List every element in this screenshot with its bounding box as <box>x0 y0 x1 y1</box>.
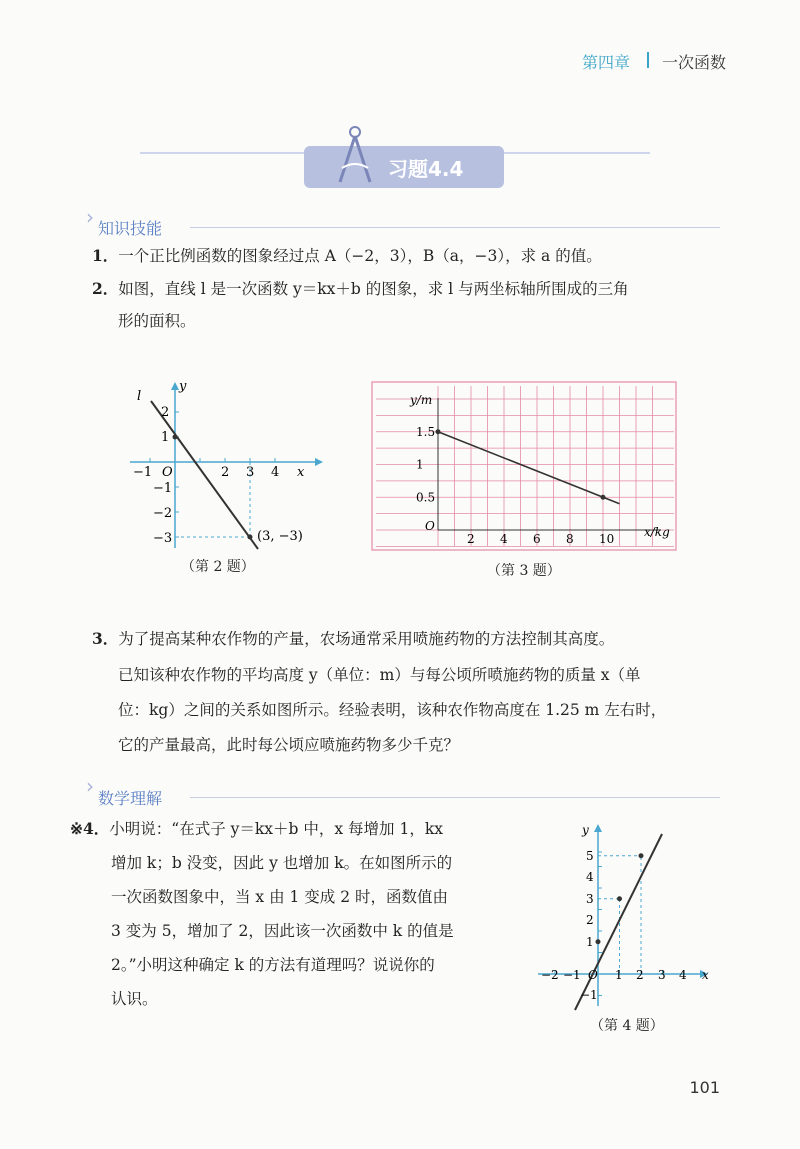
figure-2-graph <box>125 378 335 553</box>
question-3-line3: 位：kg）之间的关系如图所示。经验表明，该种农作物高度在 1.25 m 左右时， <box>118 701 667 719</box>
question-4 <box>70 818 443 840</box>
origin-label: O <box>425 519 435 533</box>
question-4-line2: 增加 k；b 没变，因此 y 也增加 k。在如图所示的 <box>111 854 453 872</box>
question-text: 一个正比例函数的图象经过点 A（−2，3），B（a，−3），求 a 的值。 <box>118 247 602 265</box>
y-tick-label: 1.5 <box>416 424 436 439</box>
question-number: 1． <box>92 246 119 265</box>
question-1 <box>92 245 602 267</box>
tick-label: 3 <box>586 892 594 906</box>
tick-label: 3 <box>246 465 255 480</box>
question-4-line4: 3 变为 5，增加了 2，因此该一次函数中 k 的值是 <box>111 922 454 940</box>
x-axis-label: x/kg <box>644 525 670 539</box>
figure-3-caption: （第 3 题） <box>487 563 561 579</box>
question-3 <box>92 628 614 650</box>
x-tick-label: 4 <box>500 532 508 546</box>
question-4-line5: 2。”小明这种确定 k 的方法有道理吗？说说你的 <box>111 956 435 974</box>
question-4-line6: 认识。 <box>111 990 158 1008</box>
question-4-line3: 一次函数图象中，当 x 由 1 变成 2 时，函数值由 <box>111 888 449 906</box>
tick-label: −3 <box>153 531 173 546</box>
x-tick-label: 6 <box>533 532 541 546</box>
section-rule <box>190 227 720 228</box>
tick-label: 3 <box>658 968 666 982</box>
question-3-line2: 已知该种农作物的平均高度 y（单位：m）与每公顷所喷施药物的质量 x（单 <box>118 666 641 684</box>
question-2-cont: 形的面积。 <box>118 312 196 330</box>
figure-4-graph <box>530 822 720 1012</box>
line-label: l <box>137 389 142 404</box>
point-label: (3, −3) <box>257 529 303 544</box>
compass-icon <box>330 124 380 188</box>
axis-label: x <box>297 465 305 480</box>
question-text: 小明说：“在式子 y＝kx＋b 中，x 每增加 1，kx <box>109 820 443 838</box>
series-line <box>438 432 620 504</box>
y-tick-label: 0.5 <box>416 490 436 505</box>
figure-4-caption: （第 4 题） <box>590 1018 664 1034</box>
section-title-understanding: 数学理解 <box>98 789 163 808</box>
x-tick-label: 10 <box>599 532 615 546</box>
x-tick-label: 2 <box>467 532 475 546</box>
header-divider <box>647 52 649 68</box>
tick-label: 1 <box>615 968 623 982</box>
tick-label: 2 <box>221 465 230 480</box>
tick-label: 1 <box>161 430 170 445</box>
chapter-label: 第四章 <box>582 53 631 72</box>
chevron-right-icon: › <box>86 774 94 798</box>
x-tick-label: 8 <box>566 532 574 546</box>
section-rule <box>190 797 720 798</box>
tick-label: −1 <box>563 968 581 982</box>
tick-label: −1 <box>133 465 153 480</box>
tick-label: 4 <box>271 465 280 480</box>
question-text: 如图，直线 l 是一次函数 y＝kx＋b 的图象，求 l 与两坐标轴所围成的三角 <box>118 280 629 298</box>
question-2 <box>92 278 629 300</box>
data-point <box>436 429 441 434</box>
tick-label: 2 <box>636 968 644 982</box>
page-number: 101 <box>689 1078 720 1097</box>
tick-label: 4 <box>679 968 687 982</box>
question-text: 为了提高某种农作物的产量，农场通常采用喷施药物的方法控制其高度。 <box>118 630 615 648</box>
data-point <box>601 495 606 500</box>
tick-label: 2 <box>586 913 594 927</box>
y-axis-label: y/m <box>410 393 433 407</box>
origin-label: O <box>588 968 598 982</box>
tick-label: −1 <box>580 988 598 1002</box>
question-number: 3． <box>92 629 119 648</box>
figure-2-caption: （第 2 题） <box>181 559 255 575</box>
axis-label: y <box>582 823 589 837</box>
question-number: ※4． <box>70 819 110 838</box>
y-tick-label: 1 <box>416 457 424 472</box>
exercise-title: 习题4.4 <box>388 157 464 181</box>
question-3-line4: 它的产量最高，此时每公顷应喷施药物多少千克？ <box>118 736 460 754</box>
tick-label: 1 <box>586 935 594 949</box>
tick-label: −2 <box>541 968 559 982</box>
tick-label: −2 <box>153 506 173 521</box>
question-number: 2． <box>92 279 119 298</box>
chevron-right-icon: › <box>86 205 94 229</box>
section-title-knowledge: 知识技能 <box>98 219 163 238</box>
chapter-title: 一次函数 <box>662 53 727 72</box>
axis-label: y <box>179 379 187 394</box>
tick-label: 4 <box>586 870 594 884</box>
tick-label: −1 <box>153 481 173 496</box>
origin-label: O <box>162 465 173 480</box>
tick-label: 2 <box>161 405 170 420</box>
figure-3-chart <box>370 380 680 552</box>
axis-label: x <box>702 968 709 982</box>
tick-label: 5 <box>586 849 594 863</box>
